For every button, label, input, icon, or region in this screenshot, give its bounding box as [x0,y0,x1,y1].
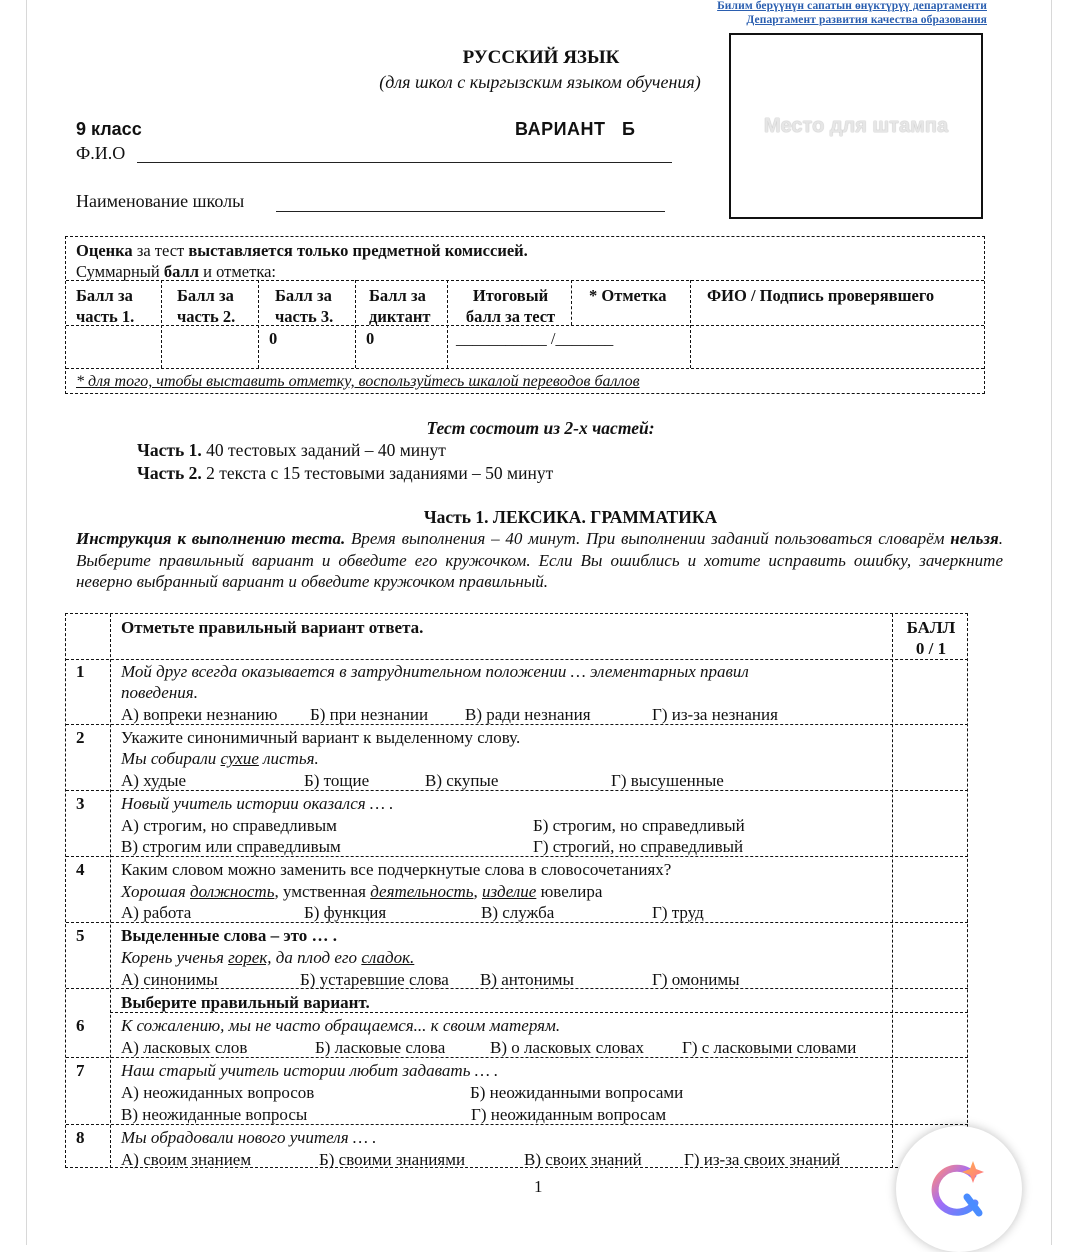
answer-option[interactable]: В) скупые [425,771,499,790]
school-field[interactable] [276,211,665,212]
question-number: 5 [76,926,85,945]
question-text: Укажите синонимичный вариант к выделенному слову. [121,728,521,747]
parts-heading: Тест состоит из 2-х частей: [426,418,655,438]
table-header-score: БАЛЛ 0 / 1 [906,618,956,658]
assistant-button[interactable] [896,1126,1022,1252]
school-label: Наименование школы [76,191,245,211]
answer-option[interactable]: В) антонимы [480,970,574,989]
page-subtitle: (для школ с кыргызским языком обучения) [379,72,701,92]
col-dictation-header: Балл за диктант [369,286,431,326]
total-value[interactable]: ___________ /_______ [456,329,614,348]
answer-option[interactable]: Г) труд [652,903,704,922]
question-number: 3 [76,794,85,813]
answer-option[interactable]: Б) строгим, но справедливый [533,816,745,835]
question-number: 1 [76,662,85,681]
question-number: 2 [76,728,85,747]
part3-value[interactable]: 0 [269,329,278,348]
answer-option[interactable]: Б) неожиданными вопросами [470,1083,684,1102]
fio-label: Ф.И.О [76,143,126,163]
section-header: Выберите правильный вариант. [121,993,370,1012]
question-number: 7 [76,1061,85,1080]
answer-option[interactable]: Б) при незнании [310,705,429,724]
answer-option[interactable]: А) работа [121,903,192,922]
answer-option[interactable]: А) вопреки незнанию [121,705,278,724]
answer-option[interactable]: В) своих знаний [524,1150,642,1169]
fio-field[interactable] [137,162,672,163]
stamp-placeholder: Место для штампа [763,114,949,137]
answer-option[interactable]: В) о ласковых словах [490,1038,645,1057]
answer-option[interactable]: А) своим знанием [121,1150,252,1169]
answer-option[interactable]: Г) омонимы [652,970,740,989]
part1-line: Часть 1. 40 тестовых заданий – 40 минут [137,440,446,460]
answer-option[interactable]: А) строгим, но справедливым [121,816,337,835]
page-number: 1 [534,1177,543,1196]
page-title: РУССКИЙ ЯЗЫК [462,47,620,68]
answer-option[interactable]: Б) устаревшие слова [300,970,449,989]
question-number: 8 [76,1128,85,1147]
answer-option[interactable]: Г) строгий, но справедливый [533,837,744,856]
department-ru-link[interactable]: Департамент развития качества образования [746,14,987,26]
question-number: 4 [76,860,85,879]
score-note-line1: Оценка за тест выставляется только предметной комиссией. [76,241,528,260]
score-table [65,236,985,394]
col-mark-header: * Отметка [589,286,667,305]
answer-option[interactable]: Б) тощие [304,771,370,790]
ai-assistant-icon [923,1153,995,1225]
question-text: Наш старый учитель истории любит задавать … . [121,1061,499,1080]
col-part1-header: Балл за часть 1. [76,286,135,326]
question-text: Мой друг всегда оказывается в затруднительном положении … элементарных правил [121,662,749,681]
answer-option[interactable]: А) худые [121,771,187,790]
part2-line: Часть 2. 2 текста с 15 тестовыми заданиями – 50 минут [137,463,554,483]
variant-label: ВАРИАНТ Б [515,119,636,139]
answer-option[interactable]: Б) ласковые слова [315,1038,446,1057]
col-part3-header: Балл за часть 3. [275,286,334,326]
instructions: Инструкция к выполнению теста. Время выполнения – 40 минут. При выполнении заданий пользоваться словарём нельзя. Выберите правильный вариант и обведите его кружочком. Если Вы ошиблись и хотите исправить ошибку, зачеркните неверно выбранный вариант и обведите кружочком правильный. [76,529,1003,591]
grade-label: 9 класс [76,119,142,139]
question-text: Хорошая должность, умственная деятельность, изделие ювелира [121,882,603,901]
stamp-box [729,33,983,219]
answer-option[interactable]: Г) из-за своих знаний [684,1150,841,1169]
answer-option[interactable]: Г) с ласковыми словами [682,1038,857,1057]
col-total-header: Итоговый балл за тест [465,286,556,326]
answer-option[interactable]: В) ради незнания [465,705,591,724]
answer-option[interactable]: Б) своими знаниями [319,1150,466,1169]
section-title: Часть 1. ЛЕКСИКА. ГРАММАТИКА [423,507,718,527]
question-text: поведения. [121,683,198,702]
answer-option[interactable]: А) неожиданных вопросов [121,1083,315,1102]
questions-table [65,613,968,1168]
question-text: Корень ученья горек, да плод его сладок. [121,948,415,967]
answer-option[interactable]: В) неожиданные вопросы [121,1105,308,1124]
question-text: Мы собирали сухие листья. [121,749,319,768]
answer-option[interactable]: В) строгим или справедливым [121,837,341,856]
answer-option[interactable]: Г) неожиданным вопросам [471,1105,667,1124]
score-note-line2: Суммарный балл и отметка: [76,262,276,281]
answer-option[interactable]: А) синонимы [121,970,218,989]
answer-option[interactable]: А) ласковых слов [121,1038,248,1057]
answer-option[interactable]: Г) из-за незнания [652,705,778,724]
question-text: Мы обрадовали нового учителя … . [121,1128,377,1147]
question-number: 6 [76,1016,85,1035]
department-kg-link[interactable]: Билим берүүнүн сапатын өнүктүрүү департаменти [717,0,987,12]
question-text: К сожалению, мы не часто обращаемся... к своим матерям. [121,1016,561,1035]
dictation-value[interactable]: 0 [366,329,375,348]
question-text: Каким словом можно заменить все подчеркнутые слова в словосочетаниях? [121,860,672,879]
col-part2-header: Балл за часть 2. [177,286,236,326]
question-text: Новый учитель истории оказался … . [121,794,394,813]
question-text: Выделенные слова – это … . [121,926,338,945]
answer-option[interactable]: Б) функция [304,903,387,922]
col-checker-header: ФИО / Подпись проверявшего [707,286,935,305]
answer-option[interactable]: Г) высушенные [611,771,724,790]
score-footnote: * для того, чтобы выставить отметку, воспользуйтесь шкалой переводов баллов [76,373,640,390]
answer-option[interactable]: В) служба [481,903,555,922]
table-header-task: Отметьте правильный вариант ответа. [121,618,424,637]
